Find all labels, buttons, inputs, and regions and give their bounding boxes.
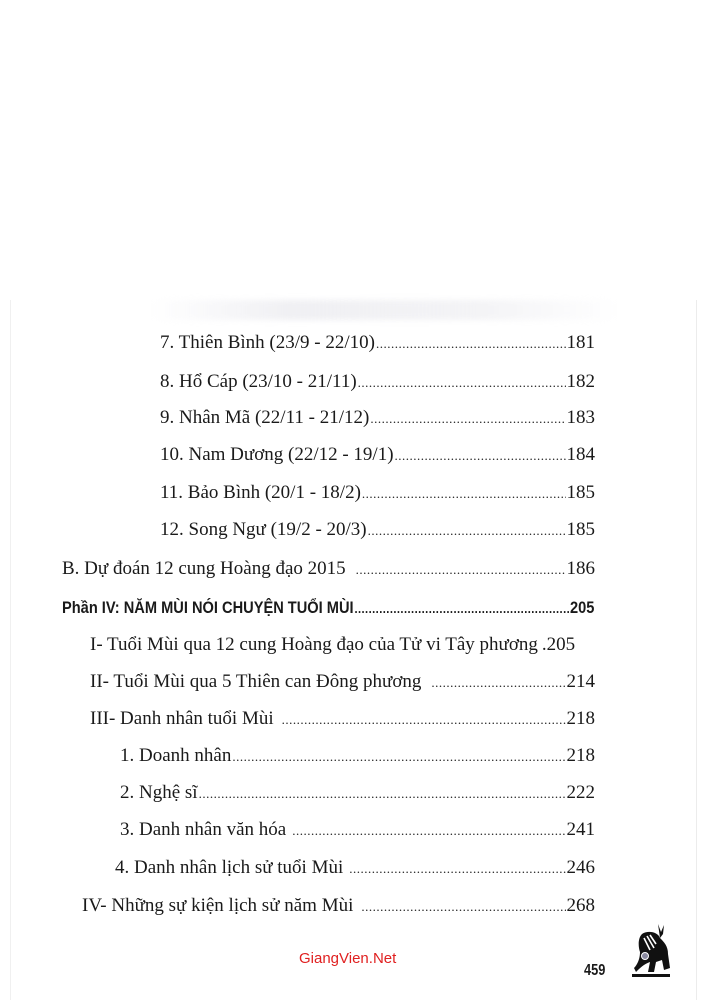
toc-entry-label: I- Tuổi Mùi qua 12 cung Hoàng đạo của Tử vi Tây phương <box>90 634 538 655</box>
toc-entry-label: III- Danh nhân tuổi Mùi <box>90 708 274 729</box>
toc-entry[interactable] <box>160 331 595 356</box>
toc-entry-label: 7. Thiên Bình (23/9 - 22/10) <box>160 332 375 353</box>
toc-entry-page: 222 <box>566 782 595 803</box>
dot-leader <box>362 482 566 506</box>
toc-entry[interactable] <box>120 744 595 769</box>
toc-entry[interactable] <box>90 633 595 657</box>
dot-leader <box>358 371 566 395</box>
toc-entry[interactable] <box>160 481 595 506</box>
toc-entry-page: 184 <box>566 444 595 465</box>
toc-entry[interactable] <box>90 670 595 695</box>
toc-entry-label: 4. Danh nhân lịch sử tuổi Mùi <box>115 857 344 878</box>
toc-entry-page: 182 <box>566 371 595 392</box>
dot-leader <box>361 895 565 919</box>
toc-entry[interactable] <box>90 707 595 732</box>
toc-entry-label: 9. Nhân Mã (22/11 - 21/12) <box>160 407 370 428</box>
dot-leader <box>354 597 569 621</box>
toc-entry-label: II- Tuổi Mùi qua 5 Thiên can Đông phương <box>90 671 422 692</box>
dot-leader <box>282 708 566 732</box>
toc-entry-page: 185 <box>566 482 595 503</box>
toc-entry-page: 214 <box>566 671 595 692</box>
toc-entry[interactable] <box>160 370 595 395</box>
toc-entry-label: 3. Danh nhân văn hóa <box>120 819 287 840</box>
toc-entry-page: 246 <box>566 857 595 878</box>
toc-entry-page: 185 <box>566 519 595 540</box>
toc-entry[interactable] <box>160 406 595 431</box>
toc-entry-label: 2. Nghệ sĩ <box>120 782 198 803</box>
toc-entry[interactable] <box>120 781 595 806</box>
toc-entry-page: 186 <box>566 558 595 579</box>
toc-entry-label: 12. Song Ngư (19/2 - 20/3) <box>160 519 367 540</box>
toc-entry-label: 1. Doanh nhân <box>120 745 232 766</box>
toc-entry-page: 183 <box>566 407 595 428</box>
dot-leader <box>368 519 566 543</box>
toc-entry-label: B. Dự đoán 12 cung Hoàng đạo 2015 <box>62 558 346 579</box>
toc-entry-page: 241 <box>566 819 595 840</box>
toc-entry-page: 181 <box>566 332 595 353</box>
dot-leader <box>431 671 565 695</box>
dot-leader <box>292 819 565 843</box>
dot-leader <box>370 407 565 431</box>
toc-entry-label: IV- Những sự kiện lịch sử năm Mùi <box>82 895 354 916</box>
toc-entry[interactable] <box>62 557 595 582</box>
toc-entry[interactable] <box>115 856 595 881</box>
toc-entry-page: 205 <box>569 598 595 617</box>
bleed-through-shadow <box>150 300 620 320</box>
toc-entry-label: 10. Nam Dương (22/12 - 19/1) <box>160 444 394 465</box>
toc-entry-page: .205 <box>541 634 576 655</box>
dot-leader <box>395 444 566 468</box>
toc-entry-page: 218 <box>566 708 595 729</box>
toc-entry[interactable] <box>120 818 595 843</box>
toc-entry[interactable] <box>82 894 595 919</box>
toc-entry-page: 218 <box>566 745 595 766</box>
toc-part-heading[interactable] <box>62 596 594 621</box>
page-number: 459 <box>584 962 606 979</box>
dot-leader <box>376 332 566 356</box>
toc-entry[interactable] <box>160 443 595 468</box>
dot-leader <box>232 745 565 769</box>
toc-entry-label: 8. Hổ Cáp (23/10 - 21/11) <box>160 371 357 392</box>
toc-entry-label: Phần IV: NĂM MÙI NÓI CHUYỆN TUỔI MÙI <box>62 598 354 617</box>
watermark: GiangVien.Net <box>299 950 397 967</box>
goat-silhouette-icon <box>628 920 676 980</box>
toc-entry-label: 11. Bảo Bình (20/1 - 18/2) <box>160 482 361 503</box>
toc-entry-page: 268 <box>566 895 595 916</box>
dot-leader <box>199 782 566 806</box>
dot-leader <box>349 857 565 881</box>
toc-entry[interactable] <box>160 518 595 543</box>
dot-leader <box>356 558 566 582</box>
